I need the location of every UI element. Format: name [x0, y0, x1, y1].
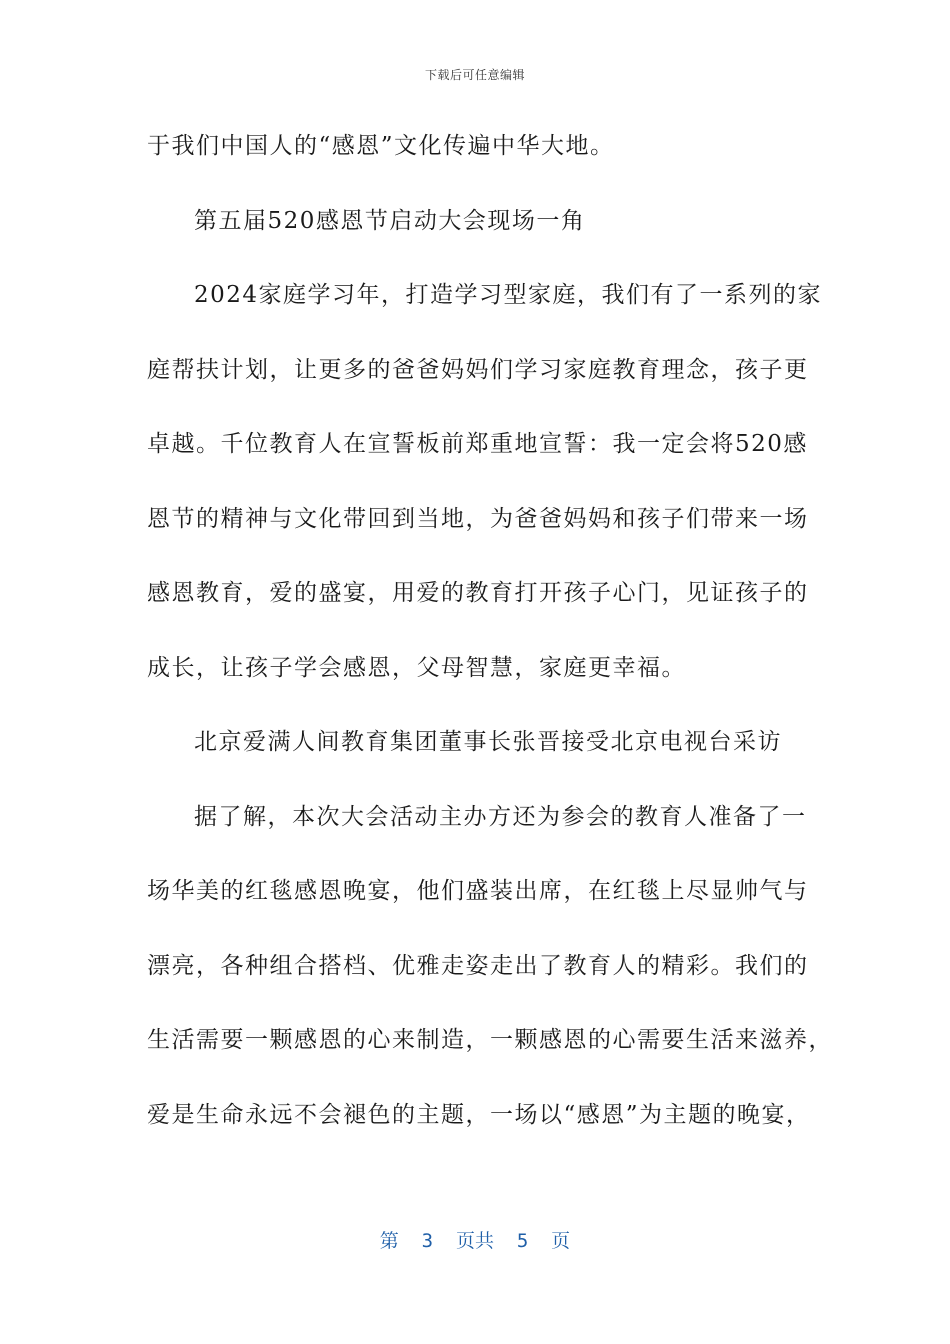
caption-line: 北京爱满人间教育集团董事长张晋接受北京电视台采访: [194, 729, 782, 755]
page-header-note: 下载后可任意编辑: [424, 68, 525, 82]
paragraph-line: 2024家庭学习年，打造学习型家庭，我们有了一系列的家: [194, 282, 823, 308]
text-line: 恩节的精神与文化带回到当地，为爸爸妈妈和孩子们带来一场: [147, 505, 809, 532]
caption-line: 第五届520感恩节启动大会现场一角: [194, 207, 586, 234]
text-line: 感恩教育，爱的盛宴，用爱的教育打开孩子心门，见证孩子的: [147, 580, 809, 606]
paragraph-line: 据了解，本次大会活动主办方还为参会的教育人准备了一: [194, 803, 807, 830]
page-number-footer: 第 3 页共 5 页: [379, 1230, 571, 1252]
text-line: 于我们中国人的“感恩”文化传遍中华大地。: [147, 133, 615, 159]
document-body: [147, 118, 833, 1161]
text-line: 漂亮，各种组合搭档、优雅走姿走出了教育人的精彩。我们的: [147, 952, 809, 979]
text-line: 生活需要一颗感恩的心来制造，一颗感恩的心需要生活来滋养，: [147, 1027, 833, 1053]
text-line: 卓越。千位教育人在宣誓板前郑重地宣誓：我一定会将520感: [147, 431, 808, 457]
text-line: 爱是生命永远不会褪色的主题，一场以“感恩”为主题的晚宴，: [147, 1101, 811, 1128]
text-line: 庭帮扶计划，让更多的爸爸妈妈们学习家庭教育理念，孩子更: [147, 356, 809, 383]
text-line: 场华美的红毯感恩晚宴，他们盛装出席，在红毯上尽显帅气与: [147, 878, 809, 904]
text-line: 成长，让孩子学会感恩，父母智慧，家庭更幸福。: [147, 654, 686, 681]
